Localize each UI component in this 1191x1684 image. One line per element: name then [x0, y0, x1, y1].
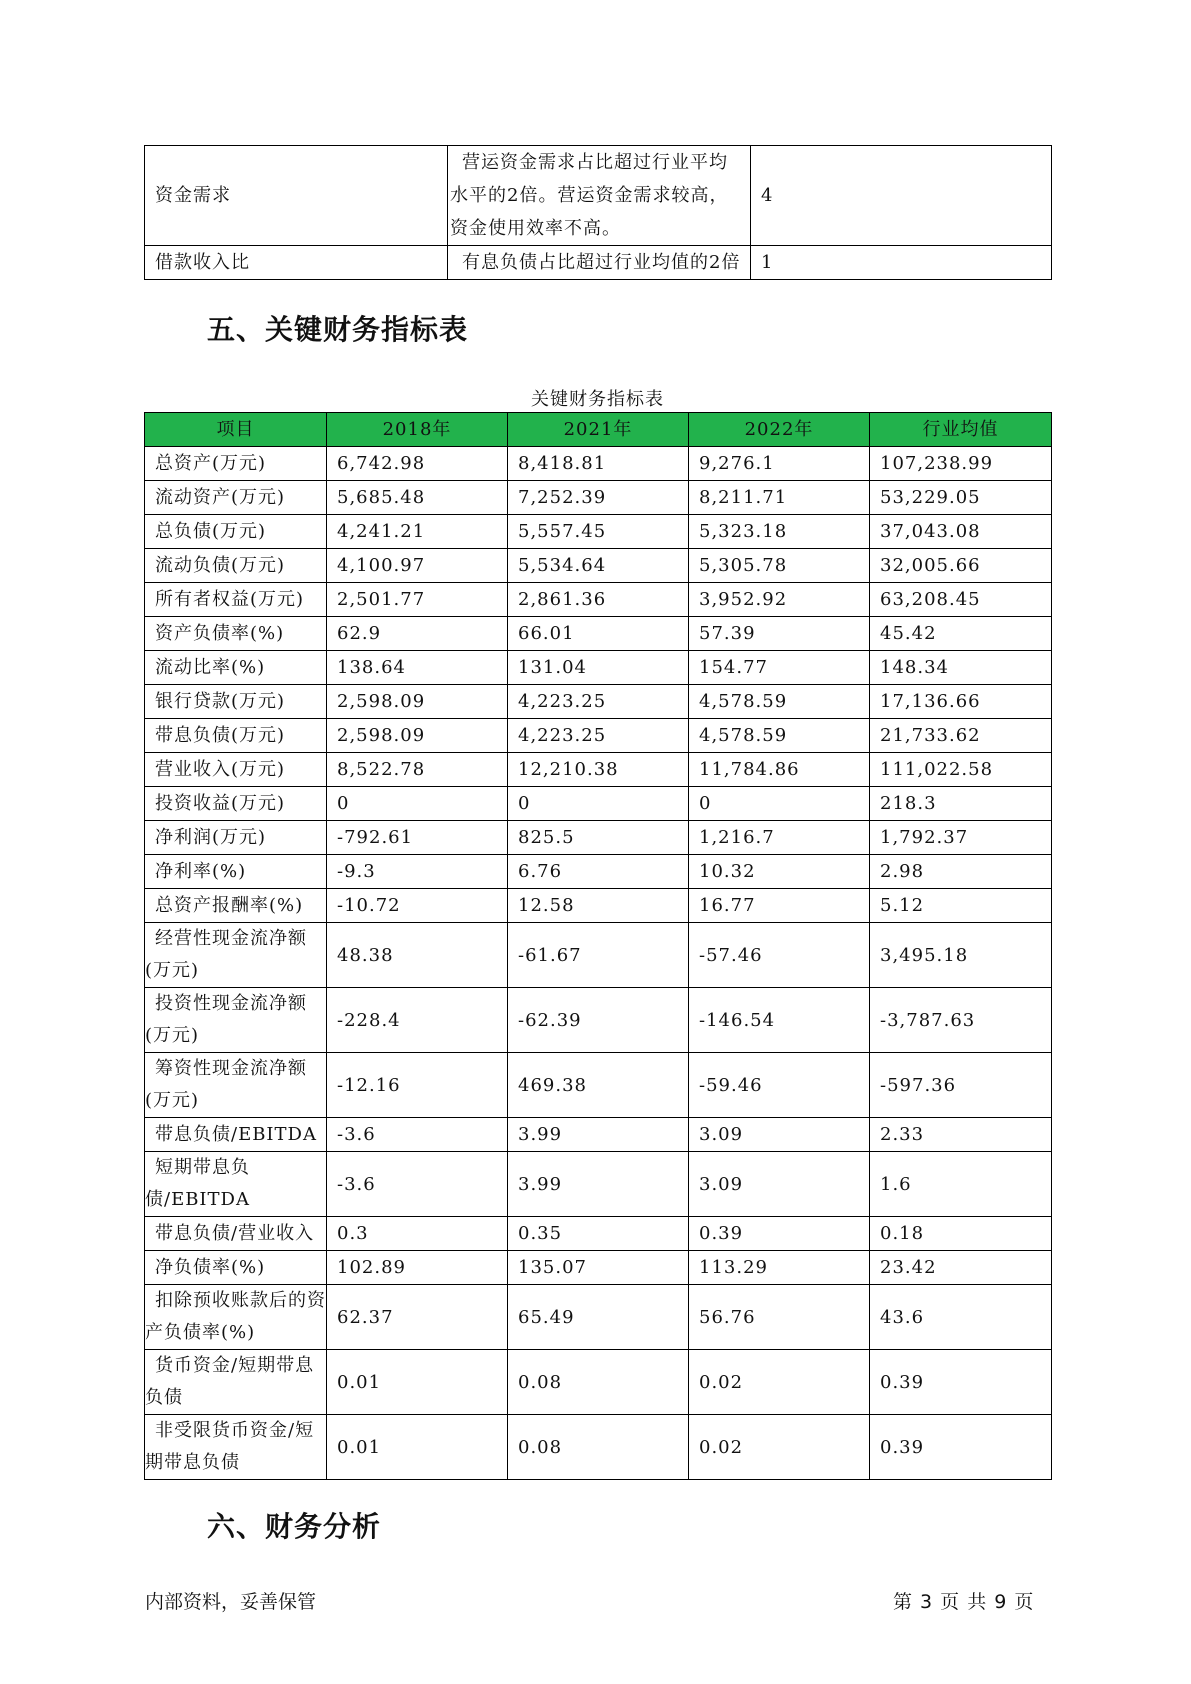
table-row — [145, 1217, 1052, 1251]
indicator-name: 借款收入比 — [145, 246, 448, 280]
value-cell: 1,216.7 — [689, 821, 870, 855]
value-cell: 32,005.66 — [870, 549, 1052, 583]
value-cell: -62.39 — [508, 988, 689, 1053]
table-row — [145, 1350, 1052, 1415]
indicator-score: 4 — [751, 146, 1052, 246]
table-row — [145, 1251, 1052, 1285]
indicator-name: 资金需求 — [145, 146, 448, 246]
table-row — [145, 583, 1052, 617]
value-cell: -228.4 — [327, 988, 508, 1053]
indicator-score: 1 — [751, 246, 1052, 280]
value-cell: -597.36 — [870, 1053, 1052, 1118]
value-cell: 218.3 — [870, 787, 1052, 821]
table-row — [145, 855, 1052, 889]
value-cell: 4,578.59 — [689, 685, 870, 719]
header-cell: 2018年 — [327, 413, 508, 447]
value-cell: 62.37 — [327, 1285, 508, 1350]
section-6-title: 六、财务分析 — [207, 1510, 382, 1543]
item-name-cell: 短期带息负债/EBITDA — [145, 1152, 327, 1217]
value-cell: 65.49 — [508, 1285, 689, 1350]
value-cell: 53,229.05 — [870, 481, 1052, 515]
value-cell: 43.6 — [870, 1285, 1052, 1350]
value-cell: 0.02 — [689, 1415, 870, 1480]
value-cell: -3.6 — [327, 1152, 508, 1217]
table-row — [145, 246, 1052, 280]
value-cell: 5,685.48 — [327, 481, 508, 515]
value-cell: 66.01 — [508, 617, 689, 651]
value-cell: 0.08 — [508, 1350, 689, 1415]
value-cell: 107,238.99 — [870, 447, 1052, 481]
value-cell: 0.02 — [689, 1350, 870, 1415]
value-cell: 5,534.64 — [508, 549, 689, 583]
value-cell: 4,223.25 — [508, 719, 689, 753]
item-name-cell: 净负债率(%) — [145, 1251, 327, 1285]
value-cell: 48.38 — [327, 923, 508, 988]
value-cell: 63,208.45 — [870, 583, 1052, 617]
value-cell: 138.64 — [327, 651, 508, 685]
table-header-row — [145, 413, 1052, 447]
item-name-cell: 经营性现金流净额(万元) — [145, 923, 327, 988]
value-cell: 6,742.98 — [327, 447, 508, 481]
value-cell: 62.9 — [327, 617, 508, 651]
table-row — [145, 719, 1052, 753]
header-cell: 2022年 — [689, 413, 870, 447]
item-name-cell: 总资产报酬率(%) — [145, 889, 327, 923]
value-cell: 2,598.09 — [327, 685, 508, 719]
item-name-cell: 投资性现金流净额(万元) — [145, 988, 327, 1053]
table-row — [145, 988, 1052, 1053]
table-row — [145, 787, 1052, 821]
value-cell: 2.33 — [870, 1118, 1052, 1152]
value-cell: 12,210.38 — [508, 753, 689, 787]
item-name-cell: 非受限货币资金/短期带息负债 — [145, 1415, 327, 1480]
item-name-cell: 带息负债/EBITDA — [145, 1118, 327, 1152]
value-cell: 5,305.78 — [689, 549, 870, 583]
table-row — [145, 447, 1052, 481]
table-row — [145, 1285, 1052, 1350]
value-cell: -3.6 — [327, 1118, 508, 1152]
value-cell: 8,418.81 — [508, 447, 689, 481]
value-cell: 3,952.92 — [689, 583, 870, 617]
value-cell: 11,784.86 — [689, 753, 870, 787]
value-cell: 4,241.21 — [327, 515, 508, 549]
value-cell: 4,100.97 — [327, 549, 508, 583]
value-cell: 113.29 — [689, 1251, 870, 1285]
item-name-cell: 扣除预收账款后的资产负债率(%) — [145, 1285, 327, 1350]
page-number: 第 3 页 共 9 页 — [893, 1591, 1035, 1613]
table-row — [145, 515, 1052, 549]
value-cell: 0.18 — [870, 1217, 1052, 1251]
table-row — [145, 923, 1052, 988]
value-cell: 12.58 — [508, 889, 689, 923]
header-cell: 2021年 — [508, 413, 689, 447]
value-cell: 8,211.71 — [689, 481, 870, 515]
table-row — [145, 617, 1052, 651]
value-cell: 0 — [508, 787, 689, 821]
value-cell: -3,787.63 — [870, 988, 1052, 1053]
item-name-cell: 流动负债(万元) — [145, 549, 327, 583]
table-row — [145, 821, 1052, 855]
value-cell: 2,501.77 — [327, 583, 508, 617]
value-cell: 3.99 — [508, 1118, 689, 1152]
item-name-cell: 资产负债率(%) — [145, 617, 327, 651]
value-cell: 4,223.25 — [508, 685, 689, 719]
section-5-title: 五、关键财务指标表 — [207, 313, 469, 346]
indicator-description — [448, 146, 751, 246]
value-cell: 7,252.39 — [508, 481, 689, 515]
value-cell: 45.42 — [870, 617, 1052, 651]
item-name-cell: 总资产(万元) — [145, 447, 327, 481]
value-cell: 0.39 — [870, 1350, 1052, 1415]
footer-confidential-note: 内部资料，妥善保管 — [145, 1591, 317, 1613]
item-name-cell: 带息负债/营业收入 — [145, 1217, 327, 1251]
value-cell: 6.76 — [508, 855, 689, 889]
item-name-cell: 营业收入(万元) — [145, 753, 327, 787]
value-cell: -12.16 — [327, 1053, 508, 1118]
item-name-cell: 净利率(%) — [145, 855, 327, 889]
table-row — [145, 1415, 1052, 1480]
value-cell: -59.46 — [689, 1053, 870, 1118]
item-name-cell: 流动比率(%) — [145, 651, 327, 685]
value-cell: 9,276.1 — [689, 447, 870, 481]
value-cell: 131.04 — [508, 651, 689, 685]
key-financial-indicator-table — [144, 412, 1052, 1480]
header-cell: 项目 — [145, 413, 327, 447]
value-cell: 5,557.45 — [508, 515, 689, 549]
value-cell: -57.46 — [689, 923, 870, 988]
item-name-cell: 流动资产(万元) — [145, 481, 327, 515]
value-cell: -10.72 — [327, 889, 508, 923]
value-cell: 5,323.18 — [689, 515, 870, 549]
indicator-description — [448, 246, 751, 280]
value-cell: 102.89 — [327, 1251, 508, 1285]
table-row — [145, 651, 1052, 685]
value-cell: -146.54 — [689, 988, 870, 1053]
value-cell: 21,733.62 — [870, 719, 1052, 753]
value-cell: 57.39 — [689, 617, 870, 651]
value-cell: 1,792.37 — [870, 821, 1052, 855]
value-cell: 56.76 — [689, 1285, 870, 1350]
value-cell: 2.98 — [870, 855, 1052, 889]
value-cell: 0.3 — [327, 1217, 508, 1251]
value-cell: -61.67 — [508, 923, 689, 988]
item-name-cell: 带息负债(万元) — [145, 719, 327, 753]
value-cell: 1.6 — [870, 1152, 1052, 1217]
value-cell: -9.3 — [327, 855, 508, 889]
description-line: 有息负债占比超过行业均值的2倍 — [462, 252, 741, 273]
description-line: 水平的2倍。营运资金需求较高， — [450, 185, 729, 206]
value-cell: 8,522.78 — [327, 753, 508, 787]
value-cell: 825.5 — [508, 821, 689, 855]
value-cell: 4,578.59 — [689, 719, 870, 753]
value-cell: 0 — [327, 787, 508, 821]
value-cell: 111,022.58 — [870, 753, 1052, 787]
value-cell: 0.35 — [508, 1217, 689, 1251]
item-name-cell: 银行贷款(万元) — [145, 685, 327, 719]
table-row — [145, 549, 1052, 583]
risk-indicator-table — [144, 145, 1052, 280]
table-row — [145, 753, 1052, 787]
table-caption: 关键财务指标表 — [531, 389, 664, 410]
value-cell: 3,495.18 — [870, 923, 1052, 988]
value-cell: -792.61 — [327, 821, 508, 855]
item-name-cell: 筹资性现金流净额(万元) — [145, 1053, 327, 1118]
value-cell: 0 — [689, 787, 870, 821]
item-name-cell: 投资收益(万元) — [145, 787, 327, 821]
value-cell: 148.34 — [870, 651, 1052, 685]
value-cell: 0.39 — [870, 1415, 1052, 1480]
table-row — [145, 889, 1052, 923]
value-cell: 16.77 — [689, 889, 870, 923]
value-cell: 2,861.36 — [508, 583, 689, 617]
value-cell: 3.09 — [689, 1152, 870, 1217]
description-line: 资金使用效率不高。 — [450, 218, 621, 239]
value-cell: 23.42 — [870, 1251, 1052, 1285]
table-row — [145, 481, 1052, 515]
value-cell: 2,598.09 — [327, 719, 508, 753]
table-row — [145, 1053, 1052, 1118]
table-row — [145, 1152, 1052, 1217]
value-cell: 0.08 — [508, 1415, 689, 1480]
value-cell: 0.01 — [327, 1350, 508, 1415]
value-cell: 0.39 — [689, 1217, 870, 1251]
value-cell: 0.01 — [327, 1415, 508, 1480]
header-cell: 行业均值 — [870, 413, 1052, 447]
table-row — [145, 685, 1052, 719]
table-row — [145, 146, 1052, 246]
item-name-cell: 所有者权益(万元) — [145, 583, 327, 617]
value-cell: 135.07 — [508, 1251, 689, 1285]
value-cell: 10.32 — [689, 855, 870, 889]
value-cell: 3.99 — [508, 1152, 689, 1217]
item-name-cell: 净利润(万元) — [145, 821, 327, 855]
item-name-cell: 货币资金/短期带息负债 — [145, 1350, 327, 1415]
value-cell: 469.38 — [508, 1053, 689, 1118]
value-cell: 154.77 — [689, 651, 870, 685]
description-line: 营运资金需求占比超过行业平均 — [462, 152, 728, 173]
table-row — [145, 1118, 1052, 1152]
value-cell: 5.12 — [870, 889, 1052, 923]
value-cell: 3.09 — [689, 1118, 870, 1152]
value-cell: 17,136.66 — [870, 685, 1052, 719]
item-name-cell: 总负债(万元) — [145, 515, 327, 549]
value-cell: 37,043.08 — [870, 515, 1052, 549]
